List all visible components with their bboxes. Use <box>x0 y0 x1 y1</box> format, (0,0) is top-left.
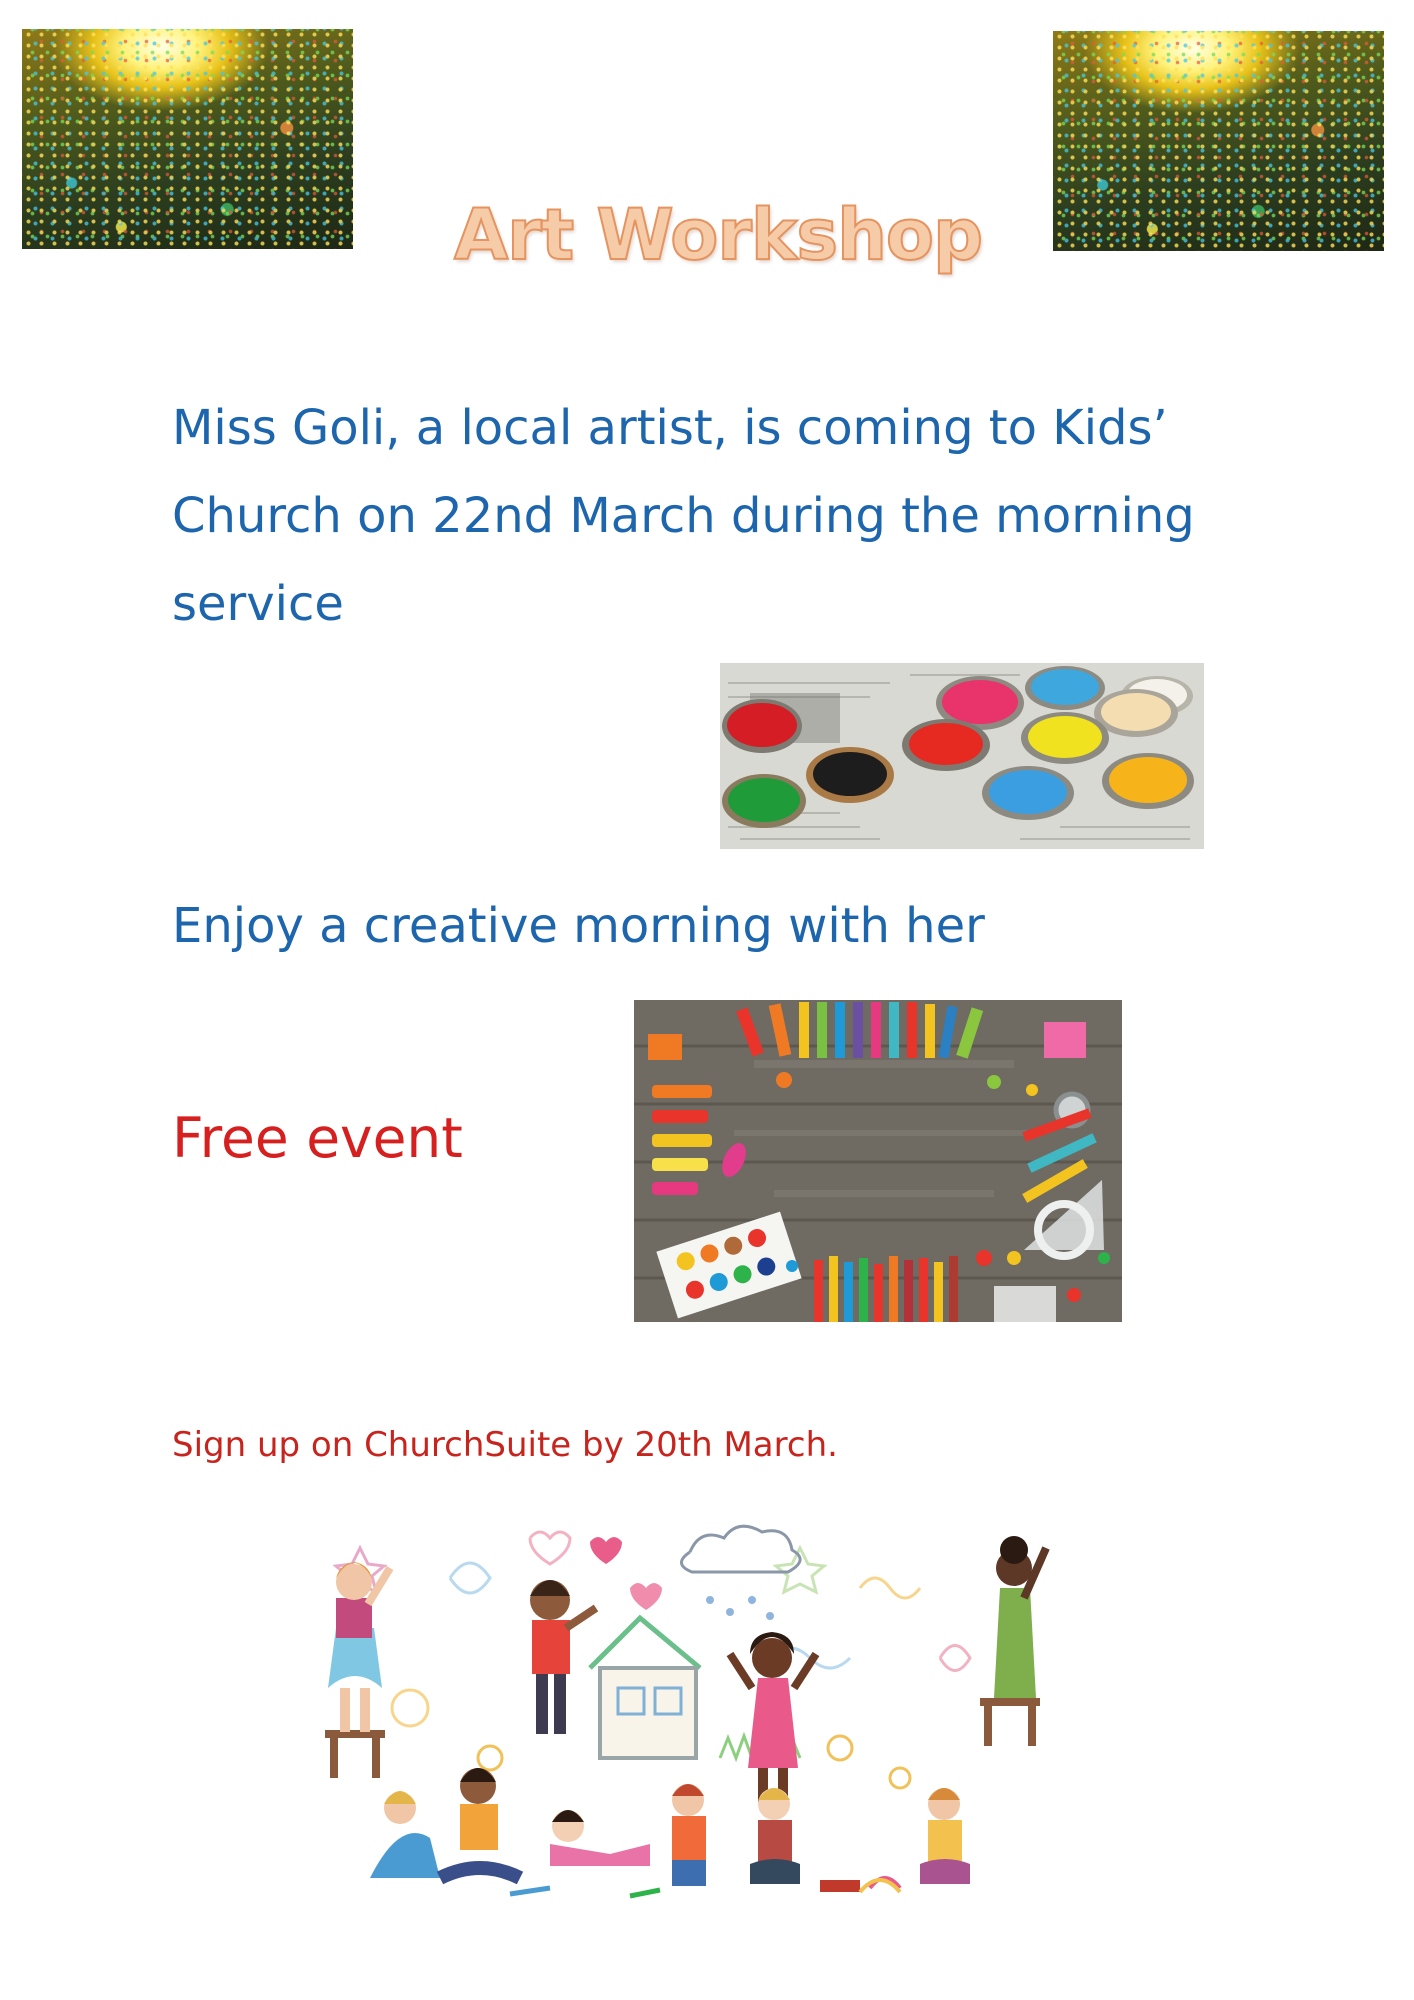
paint-pots-photo <box>720 663 1204 849</box>
free-event-label: Free event <box>172 1106 463 1170</box>
tagline-text: Enjoy a creative morning with her <box>172 898 985 954</box>
poster-title: Art Workshop <box>454 194 983 276</box>
children-drawing-illustration <box>300 1508 1068 1908</box>
intro-text: Miss Goli, a local artist, is coming to Kids’ Church on 22nd March during the morning service <box>172 400 1195 632</box>
glitter-photo-left <box>22 29 353 249</box>
signup-instruction: Sign up on ChurchSuite by 20th March. <box>172 1425 838 1465</box>
art-supplies-photo <box>634 1000 1122 1322</box>
glitter-photo-right <box>1053 31 1384 251</box>
